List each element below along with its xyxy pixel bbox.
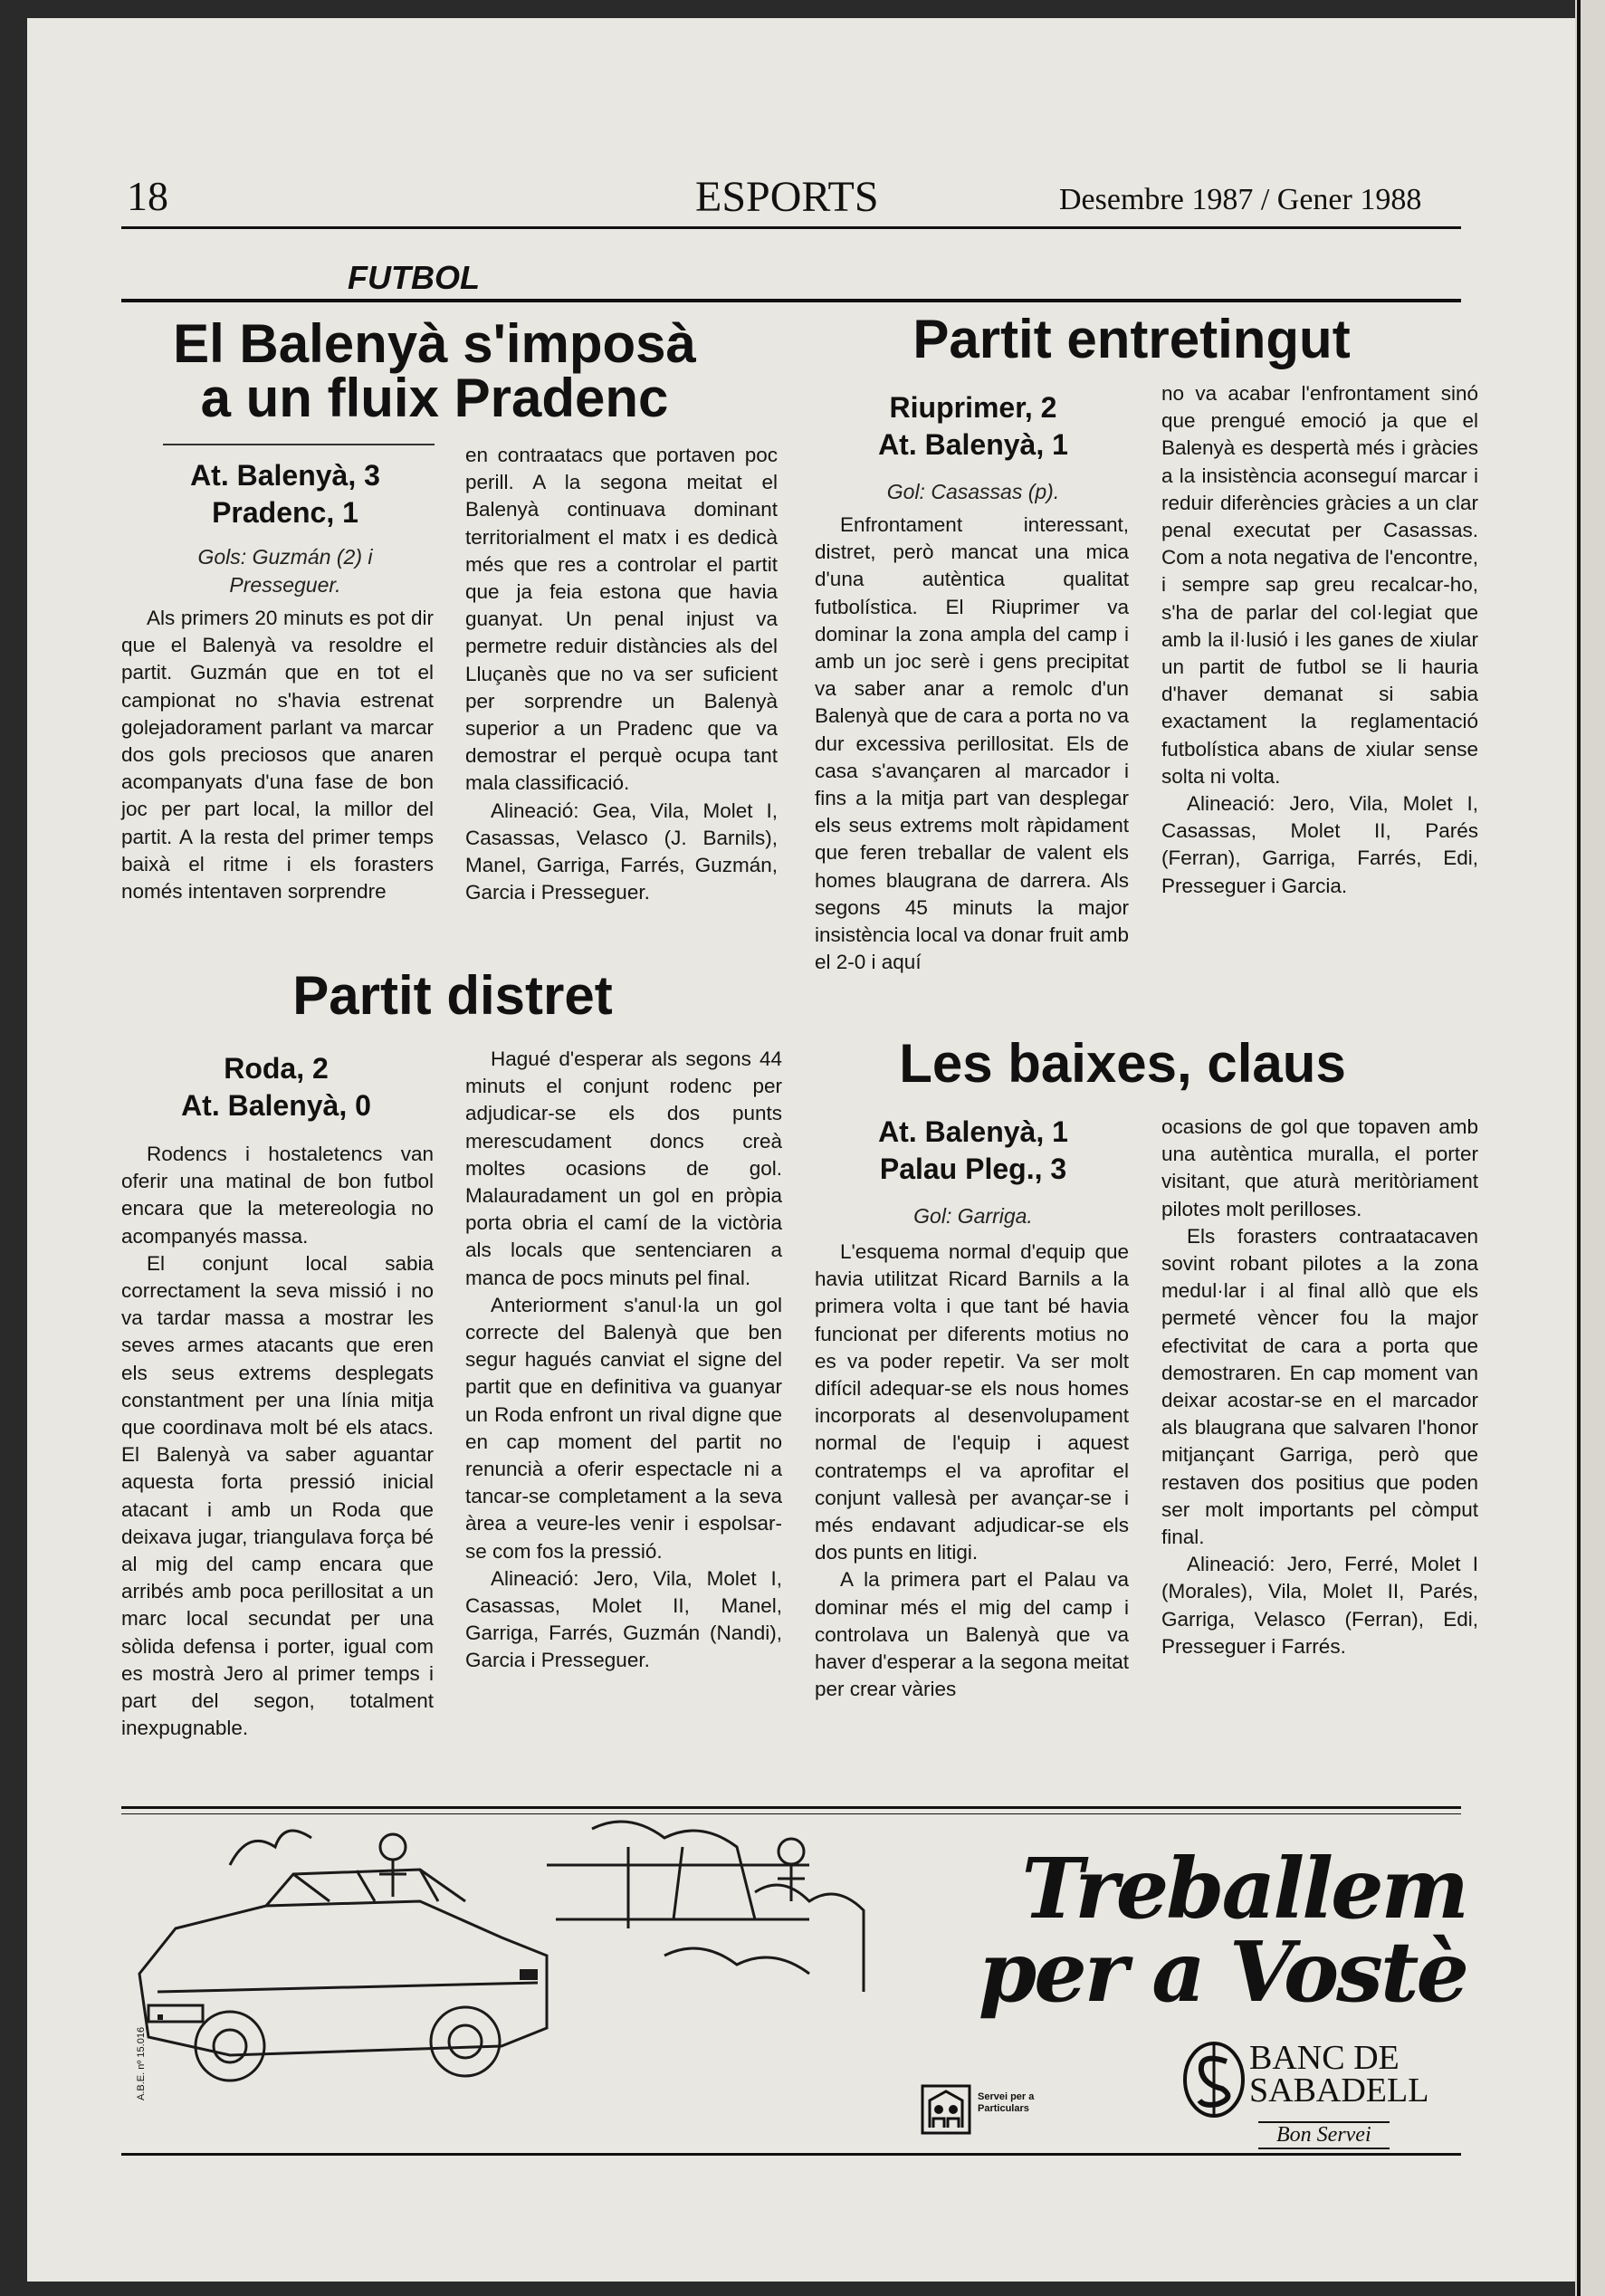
article3-score-away: At. Balenyà, 0 <box>181 1088 371 1122</box>
servei-particulars-icon <box>919 2082 973 2137</box>
servei-particulars <box>978 2091 1034 2115</box>
article1-goals-line1: Gols: Guzmán (2) i <box>197 545 373 569</box>
article1-goals <box>127 543 444 599</box>
ad-rule-bottom <box>121 2153 1461 2156</box>
article1-paragraph: Als primers 20 minuts es pot dir que el Balenyà va resoldre el partit. Guzmán que en tot el campionat no s'havia estrenat golejadorament parlant va marcar dos gols preciosos que anaren acompanyats d'una fase de bon joc per part local, la millor del partit. A la resta del primer temps baixà el ritme i els forasters només intentaven sorprendre <box>121 607 434 904</box>
article3-paragraph: El conjunt local sabia correctament la seva missió i no va tardar massa a mostrar les seves armes atacants que eren els seus extrems desplegats constantment per una línia mitja que coordinava molt bé els atacs. El Balenyà va saber aguantar aquesta forta pressió inicial atacant i amb un Roda que deixava jugar, triangulava força bé al mig del camp encara que arribés amb poca perillositat a un marc local secundat per una sòlida defensa i porter, igual com es mostrà Jero al primer temps i part del segon, totalment inexpugnable. <box>121 1251 434 1740</box>
article4-paragraph: L'esquema normal d'equip que havia utilitzat Ricard Barnils a la primera volta i que tant bé havia funcionat per diferents motius no es va poder repetir. Va ser molt difícil adequar-se els nous homes incorporats al desenvolupament normal de l'equip i aquest contratemps el va aprofitar el conjunt vallesà per avançar-se i més endavant adjudicar-se els dos punts en litigi. <box>815 1240 1129 1564</box>
article4-paragraph: A la primera part el Palau va dominar més el mig del camp i controlava un Balenyà que va haver d'esperar a la segona meitat per crear vàries <box>815 1568 1129 1701</box>
page-edge-shadow <box>1577 0 1581 2296</box>
bank-name-line1: BANC DE <box>1249 2039 1400 2077</box>
article4-lineup: Alineació: Jero, Ferré, Molet I (Morales), Vila, Molet II, Parés, Garriga, Velasco (Ferran), Edi, Presseguer i Farrés. <box>1161 1553 1478 1658</box>
bank-logo-icon <box>1181 2039 1247 2120</box>
article1-goals-line2: Presseguer. <box>229 573 341 598</box>
article1-headline-line2: a un fluix Pradenc <box>200 368 669 428</box>
article4-headline: Les baixes, claus <box>899 1033 1346 1094</box>
article1-score-home: At. Balenyà, 3 <box>190 459 380 492</box>
article2-score <box>815 389 1132 464</box>
article3-column-2 <box>465 1046 782 1675</box>
article1-paragraph: en contraatacs que portaven poc perill. A la segona meitat el Balenyà continuava dominant territorialment el matx i es dedicà més que res a controlar el partit que ja feia estona que havia guanyat. Un penal injust va permetre reduir distàncies als del Lluçanès que no va ser suficient per sorprendre un Balenyà superior a un Pradenc que va demostrar el perquè ocupa tant mala classificació. <box>465 444 778 795</box>
article4-score-home: At. Balenyà, 1 <box>878 1115 1068 1148</box>
ad-rule-top <box>121 1806 1461 1809</box>
section-label: FUTBOL <box>348 259 480 296</box>
article2-paragraph: Enfrontament interessant, distret, però mancat una mica d'una autèntica qualitat futbolística. El Riuprimer va dominar la zona ampla del camp i amb un joc serè i gens precipitat va saber anar a remolc d'un Balenyà que de cara a porta no va dur excessiva perillositat. Els de casa s'avançaren al marcador i fins a la mitja part van desplegar els seus extrems molt ràpidament que feren treballar de valent els homes blaugrana de darrera. Als segons 45 minuts la major insistència local va donar fruit amb el 2-0 i aquí <box>815 513 1129 974</box>
article4-paragraph: ocasions de gol que topaven amb una autèntica muralla, el porter visitant, que aturà meritòriament pilotes molt perilloses. <box>1161 1115 1478 1220</box>
article3-lineup: Alineació: Jero, Vila, Molet I, Casassas, Molet II, Manel, Garriga, Farrés, Guzmán (Nandi), Garcia i Presseguer. <box>465 1566 782 1672</box>
article2-lineup: Alineació: Jero, Vila, Molet I, Casassas, Molet II, Parés (Ferran), Garriga, Farrés, Edi, Presseguer i Garcia. <box>1161 792 1478 897</box>
servei-line1: Servei per a <box>978 2091 1035 2102</box>
article3-headline: Partit distret <box>292 965 613 1026</box>
article3-paragraph: Anteriorment s'anul·la un gol correcte del Balenyà que ben segur hagués canviat el signe del partit que en definitiva va guanyar un Roda enfront un rival digne que en cap moment del partit no renuncià a oferir espectacle ni a tancar-se completament a la seva àrea a veure-les venir i espolsar-se com fos la pressió. <box>465 1293 782 1563</box>
article3-score-home: Roda, 2 <box>224 1052 329 1085</box>
article4-score <box>815 1114 1132 1188</box>
article1-score-away: Pradenc, 1 <box>212 495 358 529</box>
article2-paragraph: no va acabar l'enfrontament sinó que prengué emoció ja que el Balenyà es despertà més i gràcies a la insistència aconseguí marcar i reduir diferències gràcies a un clar penal executat per Casassas. Com a nota negativa de l'encontre, i sempre sap greu recalcar-ho, s'ha de parlar del col·legiat que amb la il·lusió i les ganes de xiular un partit de futbol se li hauria d'haver demanat si sabia exactament la reglamentació futbolística abans de xiular sense solta ni volta. <box>1161 382 1478 788</box>
article2-column-1 <box>815 512 1129 976</box>
article4-score-away: Palau Pleg., 3 <box>879 1152 1067 1185</box>
article2-score-home: Riuprimer, 2 <box>889 391 1057 424</box>
article1-score <box>127 457 444 531</box>
bank-name-line2: SABADELL <box>1249 2071 1429 2109</box>
article3-paragraph: Hagué d'esperar als segons 44 minuts el conjunt rodenc per adjudicar-se els dos punts merescudament doncs creà moltes ocasions de gol. Malauradament un gol en pròpia porta obria el camí de la victòria als locals que sentenciaren a manca de pocs minuts pel final. <box>465 1048 782 1289</box>
header-rule <box>121 226 1461 229</box>
issue-date: Desembre 1987 / Gener 1988 <box>1059 183 1422 216</box>
article4-column-1 <box>815 1239 1129 1703</box>
article2-column-2 <box>1161 380 1478 900</box>
article1-column-2 <box>465 442 778 906</box>
ad-slogan-line2: per a Vostè <box>978 1923 1466 2021</box>
article3-paragraph: Rodencs i hostaletencs van oferir una matinal de bon futbol encara que la metereologia no acompanyés massa. <box>121 1143 434 1248</box>
servei-line2: Particulars <box>978 2103 1029 2114</box>
article2-goals: Gol: Casassas (p). <box>886 480 1060 503</box>
article4-paragraph: Els forasters contraatacaven sovint robant pilotes a la zona medul·lar i al final allò que els permeté vèncer fou la major efectivitat de cara a porta que demostraren. En cap moment van deixar acostar-se en el marcador als blaugrana que salvaren l'honor mitjançant Garriga, però que restaven dos positius que poden ser molt importants pel còmput final. <box>1161 1224 1478 1549</box>
bank-name <box>1249 2039 1429 2109</box>
article3-score <box>118 1050 435 1124</box>
article2-score-away: At. Balenyà, 1 <box>878 427 1068 461</box>
article4-goals: Gol: Garriga. <box>913 1204 1033 1228</box>
ad-slogan-line1: Treballem <box>1021 1840 1466 1937</box>
ad-registration-code: A.B.E. nº 15.016 <box>136 2026 147 2100</box>
section-rule <box>121 299 1461 302</box>
article2-headline: Partit entretingut <box>912 309 1351 369</box>
article1-lineup: Alineació: Gea, Vila, Molet I, Casassas, Velasco (J. Barnils), Manel, Garriga, Farrés, Guzmán, Garcia i Presseguer. <box>465 799 778 904</box>
bank-tagline: Bon Servei <box>1258 2121 1390 2149</box>
article4-column-2 <box>1161 1114 1478 1660</box>
article1-underline <box>163 444 435 445</box>
page-number: 18 <box>127 173 168 219</box>
ad-slogan <box>914 1840 1466 2021</box>
article3-column-1 <box>121 1141 434 1742</box>
article1-column-1 <box>121 605 434 905</box>
article1-headline-line1: El Balenyà s'imposà <box>173 313 696 374</box>
section-title: ESPORTS <box>695 173 879 221</box>
article1-headline <box>136 313 733 428</box>
